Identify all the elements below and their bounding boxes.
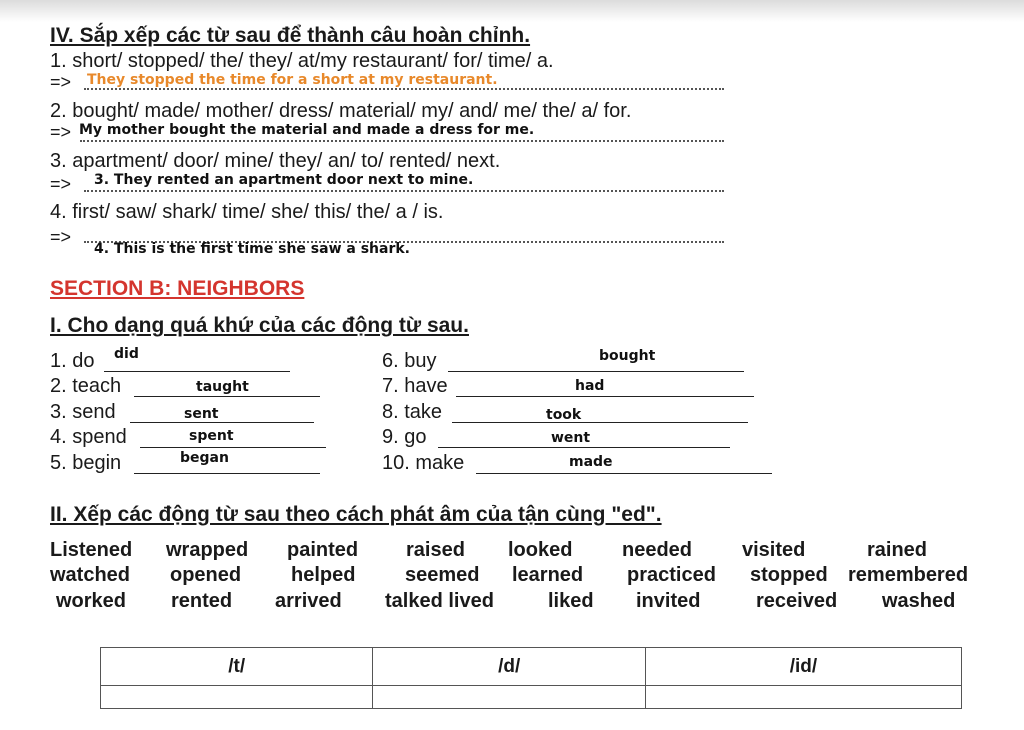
verb-word: invited <box>636 590 701 612</box>
verb-word: needed <box>622 539 693 561</box>
answer-1-line <box>84 88 724 90</box>
verb-2-answer: taught <box>196 379 249 395</box>
verb-10-label: 10. make <box>382 452 465 474</box>
verb-3-answer: sent <box>184 406 219 422</box>
answer-3-text: 3. They rented an apartment door next to mine. <box>94 172 474 188</box>
verb-6-label: 6. buy <box>382 350 437 372</box>
pronunciation-table <box>100 647 962 709</box>
verb-word: Listened <box>50 539 133 561</box>
verb-9-label: 9. go <box>382 426 427 448</box>
answer-3-arrow: => <box>50 174 72 194</box>
verb-7-line <box>456 396 754 397</box>
verb-word: raised <box>406 539 465 561</box>
verb-1-label: 1. do <box>50 350 95 372</box>
answer-3-line <box>84 190 724 192</box>
verb-word: received <box>756 590 838 612</box>
verb-word: wrapped <box>166 539 249 561</box>
cell-t[interactable] <box>101 686 373 709</box>
verb-word: seemed <box>405 564 480 586</box>
section-b-title: SECTION B: NEIGHBORS <box>50 277 305 300</box>
verb-4-label: 4. spend <box>50 426 127 448</box>
header-t: /t/ <box>101 648 373 686</box>
question-1-prompt: 1. short/ stopped/ the/ they/ at/my restaurant/ for/ time/ a. <box>50 50 554 72</box>
verb-3-line <box>130 422 314 423</box>
verb-6-line <box>448 371 744 372</box>
verb-4-answer: spent <box>189 428 234 444</box>
verb-word: practiced <box>627 564 716 586</box>
top-shadow <box>0 0 1024 22</box>
answer-4-arrow: => <box>50 227 72 247</box>
header-d: /d/ <box>373 648 645 686</box>
verb-word: rained <box>867 539 928 561</box>
verb-word: liked <box>548 590 594 612</box>
verb-7-label: 7. have <box>382 375 448 397</box>
verb-10-line <box>476 473 772 474</box>
verb-10-answer: made <box>569 454 613 470</box>
verb-5-line <box>134 473 320 474</box>
answer-2-line <box>80 140 724 142</box>
cell-d[interactable] <box>373 686 645 709</box>
verb-word: watched <box>50 564 131 586</box>
verb-word: looked <box>508 539 573 561</box>
section-iv-title: IV. Sắp xếp các từ sau để thành câu hoàn chỉnh. <box>50 24 531 47</box>
verb-word: painted <box>287 539 359 561</box>
answer-2-arrow: => <box>50 122 72 142</box>
answer-4-text: 4. This is the first time she saw a shark. <box>94 241 410 257</box>
verb-word: worked <box>56 590 127 612</box>
verb-6-answer: bought <box>599 348 656 364</box>
verb-3-label: 3. send <box>50 401 116 423</box>
verb-9-line <box>438 447 730 448</box>
verb-1-answer: did <box>114 346 139 362</box>
question-2-prompt: 2. bought/ made/ mother/ dress/ material/ my/ and/ me/ the/ a/ for. <box>50 100 632 122</box>
section-ii-title: II. Xếp các động từ sau theo cách phát âm của tận cùng "ed". <box>50 503 662 526</box>
verb-word: opened <box>170 564 242 586</box>
verb-9-answer: went <box>551 430 591 446</box>
verb-word: washed <box>882 590 956 612</box>
verb-4-line <box>140 447 326 448</box>
verb-8-line <box>452 422 748 423</box>
verb-2-label: 2. teach <box>50 375 122 397</box>
cell-id[interactable] <box>645 686 961 709</box>
verb-word: stopped <box>750 564 828 586</box>
answer-2-text: My mother bought the material and made a dress for me. <box>79 122 535 138</box>
answer-1-arrow: => <box>50 72 72 92</box>
verb-5-label: 5. begin <box>50 452 122 474</box>
header-id: /id/ <box>645 648 961 686</box>
section-i-title: I. Cho dạng quá khứ của các động từ sau. <box>50 314 469 337</box>
verb-word: talked lived <box>385 590 494 612</box>
verb-word: remembered <box>848 564 969 586</box>
verb-2-line <box>134 396 320 397</box>
verb-word: learned <box>512 564 584 586</box>
verb-1-line <box>104 371 290 372</box>
verb-word: helped <box>291 564 356 586</box>
verb-word: arrived <box>275 590 342 612</box>
answer-1-text: They stopped the time for a short at my restaurant. <box>87 72 498 88</box>
verb-7-answer: had <box>575 378 605 394</box>
verb-word: visited <box>742 539 806 561</box>
verb-word: rented <box>171 590 233 612</box>
verb-8-answer: took <box>546 407 582 423</box>
question-4-prompt: 4. first/ saw/ shark/ time/ she/ this/ the/ a / is. <box>50 201 444 223</box>
verb-5-answer: began <box>180 450 229 466</box>
verb-8-label: 8. take <box>382 401 443 423</box>
question-3-prompt: 3. apartment/ door/ mine/ they/ an/ to/ rented/ next. <box>50 150 501 172</box>
